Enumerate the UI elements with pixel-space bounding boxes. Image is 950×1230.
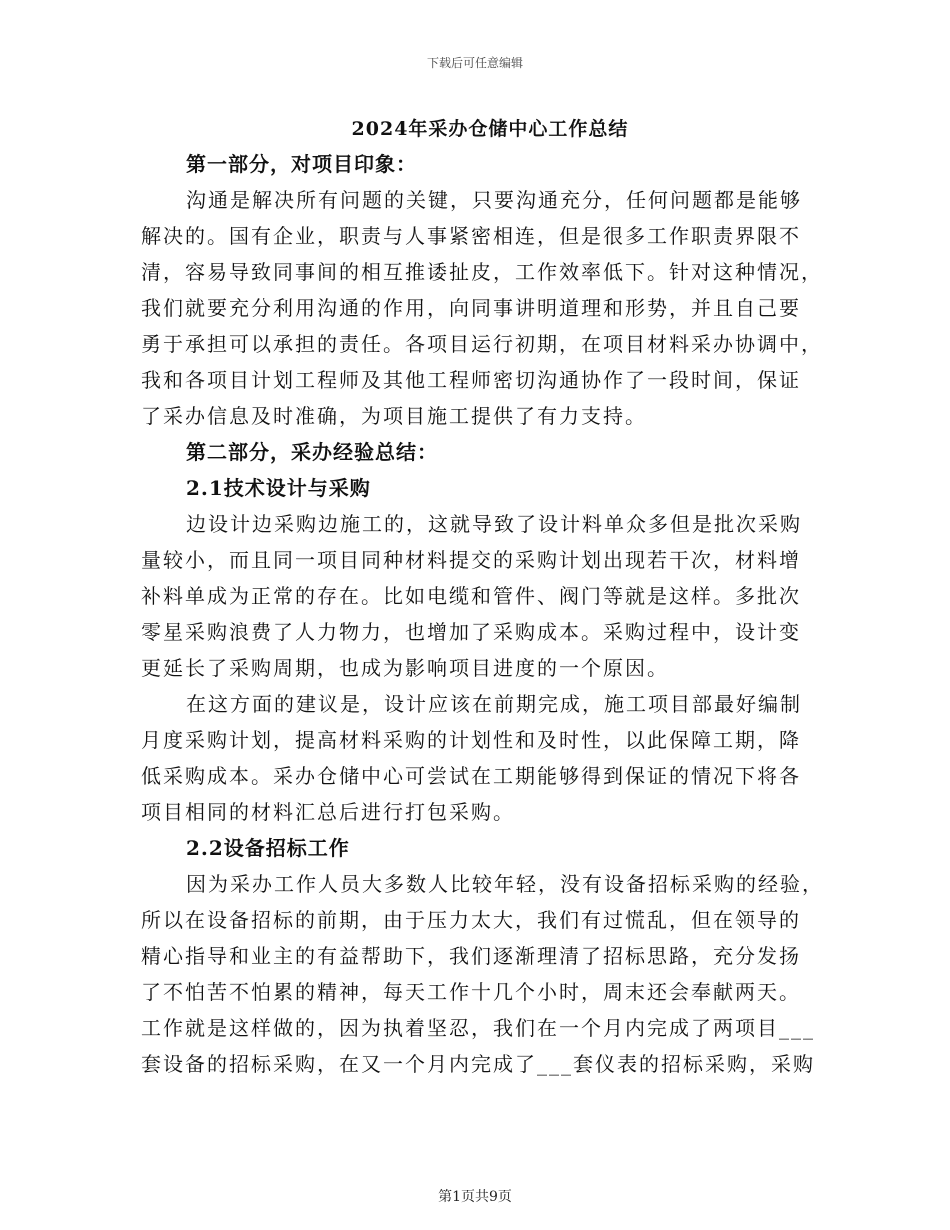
paragraph-line: 了采办信息及时准确，为项目施工提供了有力支持。	[141, 404, 647, 428]
section-heading: 2.1技术设计与采购	[186, 476, 371, 500]
paragraph-line: 沟通是解决所有问题的关键，只要沟通充分，任何问题都是能够	[186, 188, 802, 212]
page-header: 下载后可任意编辑	[426, 56, 523, 70]
paragraph	[141, 686, 811, 830]
paragraph	[141, 506, 811, 686]
section-heading: 第二部分，采办经验总结：	[186, 440, 438, 464]
paragraph-line: 项目相同的材料汇总后进行打包采购。	[141, 800, 515, 824]
paragraph-line: 零星采购浪费了人力物力，也增加了采购成本。采购过程中，设计变	[141, 620, 801, 644]
section-heading: 第一部分，对项目印象：	[186, 152, 417, 176]
paragraph-line: 补料单成为正常的存在。比如电缆和管件、阀门等就是这样。多批次	[141, 584, 801, 608]
paragraph-line: 勇于承担可以承担的责任。各项目运行初期，在项目材料采办协调中，	[141, 332, 823, 356]
document-title: 2024年采办仓储中心工作总结	[351, 118, 629, 140]
paragraph	[141, 182, 823, 434]
section-heading: 2.2设备招标工作	[186, 836, 350, 860]
paragraph	[141, 866, 824, 1082]
paragraph-line: 套设备的招标采购，在又一个月内完成了___套仪表的招标采购，采购	[141, 1052, 815, 1076]
paragraph-line: 所以在设备招标的前期，由于压力太大，我们有过慌乱，但在领导的	[141, 908, 801, 932]
document-body	[141, 146, 824, 1082]
paragraph-line: 精心指导和业主的有益帮助下，我们逐渐理清了招标思路，充分发扬	[141, 944, 801, 968]
paragraph-line: 低采购成本。采办仓储中心可尝试在工期能够得到保证的情况下将各	[141, 764, 801, 788]
paragraph-line: 月度采购计划，提高材料采购的计划性和及时性，以此保障工期，降	[141, 728, 801, 752]
paragraph-line: 解决的。国有企业，职责与人事紧密相连，但是很多工作职责界限不	[141, 224, 801, 248]
page-footer: 第1页共9页	[438, 1189, 512, 1205]
paragraph-line: 我和各项目计划工程师及其他工程师密切沟通协作了一段时间，保证	[141, 368, 801, 392]
paragraph-line: 清，容易导致同事间的相互推诿扯皮，工作效率低下。针对这种情况，	[141, 260, 823, 284]
paragraph-line: 更延长了采购周期，也成为影响项目进度的一个原因。	[141, 656, 669, 680]
paragraph-line: 量较小，而且同一项目同种材料提交的采购计划出现若干次，材料增	[141, 548, 801, 572]
paragraph-line: 工作就是这样做的，因为执着坚忍，我们在一个月内完成了两项目___	[141, 1016, 815, 1040]
paragraph-line: 边设计边采购边施工的，这就导致了设计料单众多但是批次采购	[186, 512, 802, 536]
paragraph-line: 因为采办工作人员大多数人比较年轻，没有设备招标采购的经验，	[186, 872, 824, 896]
paragraph-line: 了不怕苦不怕累的精神，每天工作十几个小时，周末还会奉献两天。	[141, 980, 801, 1004]
paragraph-line: 我们就要充分利用沟通的作用，向同事讲明道理和形势，并且自己要	[141, 296, 801, 320]
paragraph-line: 在这方面的建议是，设计应该在前期完成，施工项目部最好编制	[186, 692, 802, 716]
